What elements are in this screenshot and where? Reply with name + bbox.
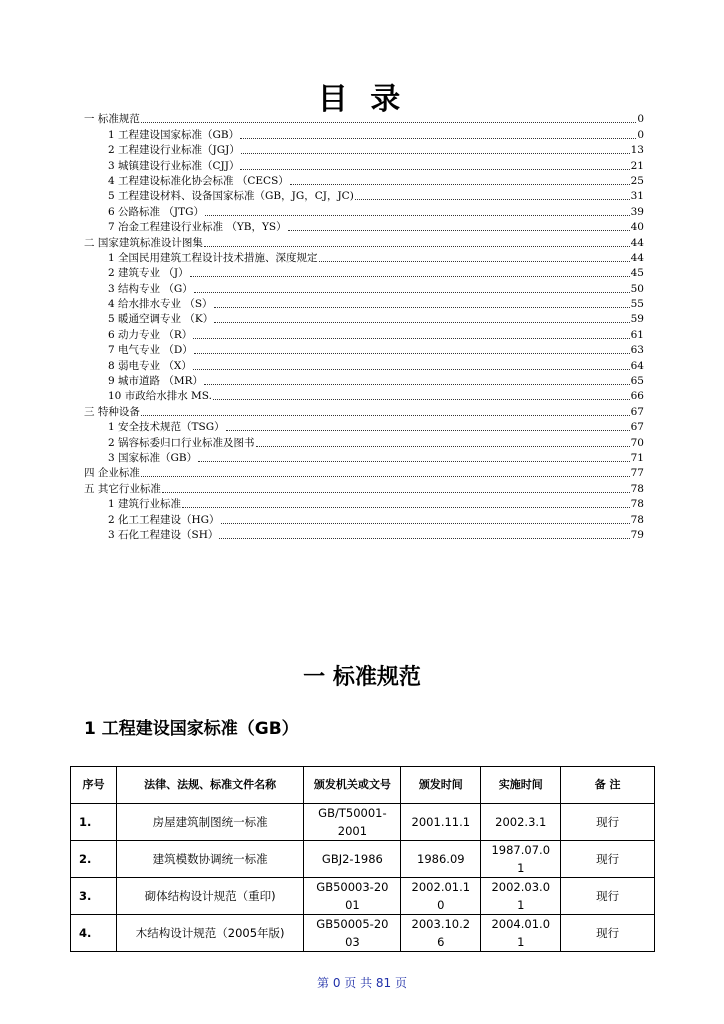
toc-entry-page: 65 xyxy=(630,375,644,388)
toc-entry-label: 3 石化工程建设（SH） xyxy=(108,528,219,541)
table-of-contents xyxy=(84,112,644,543)
table-header-cell: 序号 xyxy=(71,767,117,804)
toc-entry[interactable] xyxy=(84,297,644,312)
toc-entry-label: 5 工程建设材料、设备国家标准（GB，JG，CJ，JC) xyxy=(108,190,354,203)
toc-entry-label: 3 结构专业 （G） xyxy=(108,282,193,295)
toc-entry[interactable] xyxy=(84,158,644,173)
toc-entry-page: 39 xyxy=(630,205,644,218)
toc-entry-label: 一 标准规范 xyxy=(84,113,140,126)
toc-entry-label: 二 国家建筑标准设计图集 xyxy=(84,236,203,249)
toc-entry[interactable] xyxy=(84,127,644,142)
toc-entry[interactable] xyxy=(84,374,644,389)
page-title: 目 录 xyxy=(317,82,407,117)
table-cell: 砌体结构设计规范（重印) xyxy=(116,878,304,915)
table-cell: 2002.03.0 1 xyxy=(481,878,561,915)
toc-entry[interactable] xyxy=(84,389,644,404)
toc-entry-label: 2 建筑专业 （J） xyxy=(108,267,189,280)
toc-entry[interactable] xyxy=(84,251,644,266)
toc-entry[interactable] xyxy=(84,343,644,358)
toc-leader-dots xyxy=(319,260,630,262)
table-row xyxy=(71,841,655,878)
table-cell: 建筑模数协调统一标准 xyxy=(116,841,304,878)
toc-entry-page: 44 xyxy=(630,251,644,264)
table-cell: 1986.09 xyxy=(401,841,481,878)
toc-leader-dots xyxy=(190,275,630,277)
toc-entry-label: 10 市政给水排水 MS. xyxy=(108,390,212,403)
toc-entry-page: 63 xyxy=(630,344,644,357)
toc-leader-dots xyxy=(214,306,630,308)
toc-entry-page: 25 xyxy=(630,174,644,187)
toc-entry[interactable] xyxy=(84,312,644,327)
toc-leader-dots xyxy=(226,429,630,431)
toc-entry[interactable] xyxy=(84,143,644,158)
standards-table xyxy=(70,766,655,952)
toc-leader-dots xyxy=(221,522,630,524)
toc-entry-label: 四 企业标准 xyxy=(84,467,140,480)
section-heading: 一 标准规范 xyxy=(303,665,421,690)
page-footer: 第 0 页 共 81 页 xyxy=(317,976,407,990)
table-cell: 2004.01.0 1 xyxy=(481,915,561,952)
toc-leader-dots xyxy=(290,183,630,185)
toc-entry-label: 8 弱电专业 （X） xyxy=(108,359,192,372)
toc-entry-page: 40 xyxy=(630,221,644,234)
toc-entry-page: 67 xyxy=(630,405,644,418)
toc-entry-page: 21 xyxy=(630,159,644,172)
toc-leader-dots xyxy=(204,383,630,385)
toc-entry[interactable] xyxy=(84,404,644,419)
toc-leader-dots xyxy=(198,460,630,462)
toc-entry-label: 5 暖通空调专业 （K） xyxy=(108,313,214,326)
toc-entry-page: 61 xyxy=(630,328,644,341)
table-header-cell: 法律、法规、标准文件名称 xyxy=(116,767,304,804)
toc-entry[interactable] xyxy=(84,235,644,250)
table-cell: GB50005-20 03 xyxy=(304,915,401,952)
table-header-cell: 实施时间 xyxy=(481,767,561,804)
toc-entry[interactable] xyxy=(84,220,644,235)
toc-entry-page: 59 xyxy=(630,313,644,326)
toc-entry[interactable] xyxy=(84,281,644,296)
toc-entry-label: 6 动力专业 （R） xyxy=(108,328,193,341)
toc-leader-dots xyxy=(193,368,630,370)
toc-leader-dots xyxy=(219,537,629,539)
toc-entry-label: 9 城市道路 （MR） xyxy=(108,375,204,388)
toc-entry-label: 1 全国民用建筑工程设计技术措施、深度规定 xyxy=(108,251,318,264)
table-cell: 1987.07.0 1 xyxy=(481,841,561,878)
toc-entry[interactable] xyxy=(84,512,644,527)
table-header-cell: 备 注 xyxy=(561,767,655,804)
toc-entry[interactable] xyxy=(84,189,644,204)
toc-leader-dots xyxy=(214,321,629,323)
toc-leader-dots xyxy=(141,121,636,123)
toc-entry-page: 50 xyxy=(630,282,644,295)
toc-entry-page: 78 xyxy=(630,498,644,511)
toc-entry-label: 6 公路标准 （JTG） xyxy=(108,205,204,218)
toc-leader-dots xyxy=(204,245,630,247)
toc-entry-label: 2 工程建设行业标准（JGJ） xyxy=(108,144,240,157)
toc-leader-dots xyxy=(240,137,636,139)
toc-entry-label: 1 安全技术规范（TSG） xyxy=(108,421,225,434)
toc-entry-label: 五 其它行业标准 xyxy=(84,482,161,495)
toc-entry[interactable] xyxy=(84,420,644,435)
toc-entry[interactable] xyxy=(84,435,644,450)
toc-entry-page: 45 xyxy=(630,267,644,280)
toc-leader-dots xyxy=(355,198,630,200)
toc-entry-page: 31 xyxy=(630,190,644,203)
table-cell: 2003.10.2 6 xyxy=(401,915,481,952)
toc-entry[interactable] xyxy=(84,112,644,127)
toc-entry-label: 7 冶金工程建设行业标准 （YB，YS） xyxy=(108,221,287,234)
toc-entry[interactable] xyxy=(84,204,644,219)
table-cell: 现行 xyxy=(561,841,655,878)
toc-leader-dots xyxy=(194,352,630,354)
toc-entry-label: 三 特种设备 xyxy=(84,405,140,418)
toc-leader-dots xyxy=(182,506,630,508)
toc-entry-page: 44 xyxy=(630,236,644,249)
table-cell: GB/T50001- 2001 xyxy=(304,804,401,841)
table-cell: 3. xyxy=(71,878,117,915)
toc-entry-label: 4 工程建设标准化协会标准 （CECS） xyxy=(108,174,289,187)
toc-entry[interactable] xyxy=(84,174,644,189)
sub-heading: 1 工程建设国家标准（GB） xyxy=(84,719,299,739)
toc-leader-dots xyxy=(194,291,630,293)
toc-entry[interactable] xyxy=(84,466,644,481)
toc-leader-dots xyxy=(240,168,629,170)
table-cell: 2. xyxy=(71,841,117,878)
toc-leader-dots xyxy=(288,229,630,231)
table-cell: GB50003-20 01 xyxy=(304,878,401,915)
table-header-cell: 颁发时间 xyxy=(401,767,481,804)
toc-entry-label: 4 给水排水专业 （S） xyxy=(108,298,213,311)
toc-entry-label: 3 城镇建设行业标准（CJJ） xyxy=(108,159,240,172)
toc-entry[interactable] xyxy=(84,481,644,496)
toc-leader-dots xyxy=(141,475,630,477)
toc-entry-page: 55 xyxy=(630,298,644,311)
toc-entry-page: 79 xyxy=(630,528,644,541)
toc-entry-label: 1 工程建设国家标准（GB） xyxy=(108,128,240,141)
toc-entry[interactable] xyxy=(84,451,644,466)
toc-entry-page: 78 xyxy=(630,482,644,495)
toc-entry-page: 0 xyxy=(637,128,644,141)
toc-entry-page: 71 xyxy=(630,451,644,464)
table-header-row xyxy=(71,767,655,804)
table-cell: 木结构设计规范（2005年版) xyxy=(116,915,304,952)
toc-leader-dots xyxy=(141,414,630,416)
toc-entry[interactable] xyxy=(84,358,644,373)
table-header-cell: 颁发机关或文号 xyxy=(304,767,401,804)
toc-entry[interactable] xyxy=(84,497,644,512)
toc-leader-dots xyxy=(205,214,630,216)
toc-entry-page: 78 xyxy=(630,513,644,526)
toc-entry-page: 77 xyxy=(630,467,644,480)
toc-entry-label: 2 锅容标委归口行业标准及图书 xyxy=(108,436,255,449)
toc-entry-label: 2 化工工程建设（HG） xyxy=(108,513,220,526)
table-cell: 现行 xyxy=(561,804,655,841)
toc-entry[interactable] xyxy=(84,528,644,543)
table-cell: 现行 xyxy=(561,878,655,915)
toc-entry-page: 64 xyxy=(630,359,644,372)
table-cell: 4. xyxy=(71,915,117,952)
toc-entry-label: 1 建筑行业标准 xyxy=(108,498,182,511)
toc-leader-dots xyxy=(162,491,630,493)
toc-leader-dots xyxy=(213,398,630,400)
toc-leader-dots xyxy=(193,337,629,339)
toc-entry-page: 70 xyxy=(630,436,644,449)
toc-entry-page: 0 xyxy=(637,113,644,126)
table-cell: 2002.3.1 xyxy=(481,804,561,841)
table-cell: 房屋建筑制图统一标准 xyxy=(116,804,304,841)
table-cell: GBJ2-1986 xyxy=(304,841,401,878)
toc-entry[interactable] xyxy=(84,327,644,342)
table-cell: 2002.01.1 0 xyxy=(401,878,481,915)
toc-entry-label: 7 电气专业 （D） xyxy=(108,344,193,357)
toc-entry-label: 3 国家标准（GB） xyxy=(108,451,198,464)
toc-entry-page: 13 xyxy=(630,144,644,157)
toc-leader-dots xyxy=(241,152,630,154)
toc-entry-page: 66 xyxy=(630,390,644,403)
toc-leader-dots xyxy=(256,445,630,447)
toc-entry-page: 67 xyxy=(630,421,644,434)
table-cell: 2001.11.1 xyxy=(401,804,481,841)
toc-entry[interactable] xyxy=(84,266,644,281)
table-row xyxy=(71,878,655,915)
table-cell: 1. xyxy=(71,804,117,841)
table-row xyxy=(71,804,655,841)
table-cell: 现行 xyxy=(561,915,655,952)
table-row xyxy=(71,915,655,952)
table-body xyxy=(71,804,655,952)
